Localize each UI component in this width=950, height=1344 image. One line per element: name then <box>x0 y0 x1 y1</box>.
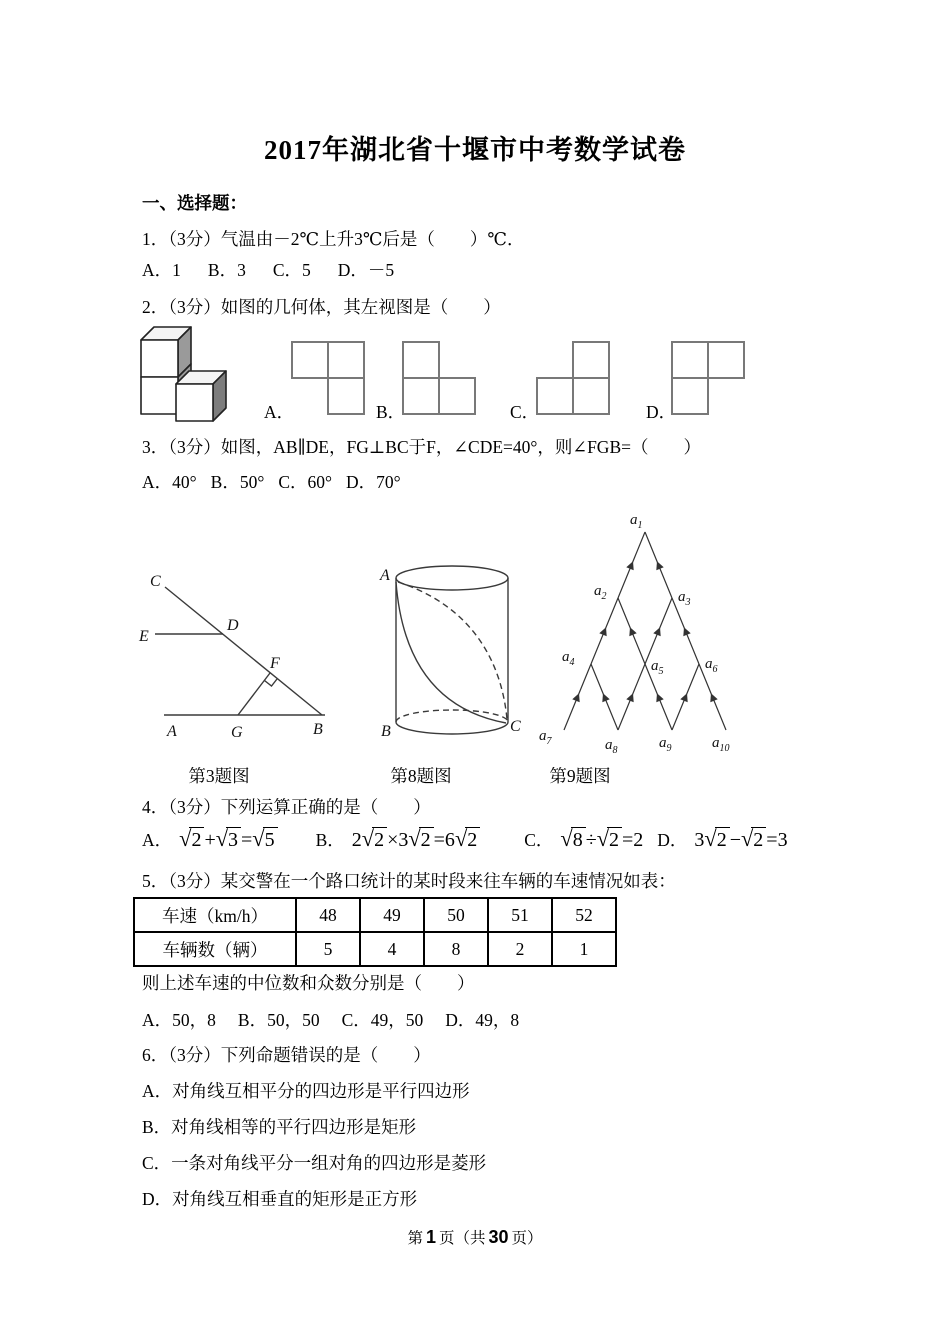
table-cell: 8 <box>424 932 488 966</box>
q3-fig-label-a: A <box>167 723 177 740</box>
q2-option-a-figure <box>290 340 368 418</box>
caption-fig9: 第9题图 <box>549 766 611 786</box>
q2-option-b-figure <box>401 340 479 418</box>
q6-option-b: B．对角线相等的平行四边形是矩形 <box>142 1117 417 1137</box>
q6-option-d: D．对角线互相垂直的矩形是正方形 <box>142 1189 418 1209</box>
table-header-count: 车辆数（辆） <box>134 932 296 966</box>
q8-figure-cylinder <box>396 566 508 734</box>
q1-option-a: A．1 <box>142 260 181 280</box>
table-row-count <box>134 932 616 966</box>
q2-option-b-label: B． <box>376 402 406 422</box>
table-cell: 4 <box>360 932 424 966</box>
section-heading: 一、选择题： <box>142 193 247 213</box>
footer-text: 页（共 <box>438 1230 486 1247</box>
q4-option-a: A． √2 + √3 = √5 <box>142 826 278 852</box>
q9-label-a1: $a_1$ <box>630 512 643 531</box>
q8-fig-label-a: A <box>380 567 390 584</box>
q3-option-a: A．40° <box>142 472 197 492</box>
q6-option-a: A．对角线互相平分的四边形是平行四边形 <box>142 1081 470 1101</box>
q1-option-d: D．－5 <box>337 260 395 280</box>
q3-fig-label-d: D <box>227 617 239 634</box>
table-cell: 48 <box>296 898 360 932</box>
q4-options <box>142 826 788 852</box>
q2-solid-figure <box>133 320 239 426</box>
q4-option-d: D． 3 √2 − √2 =3 <box>657 826 788 851</box>
q4-option-c: C． √8 ÷ √2 =2 <box>524 826 644 851</box>
q6-option-c: C．一条对角线平分一组对角的四边形是菱形 <box>142 1153 487 1173</box>
q3-option-c: C．60° <box>278 472 332 492</box>
footer-total-pages: 30 <box>488 1227 509 1247</box>
figures-row <box>0 500 950 758</box>
q3-fig-label-c: C <box>150 573 161 590</box>
q5-options <box>142 1010 519 1032</box>
q2-stem: 2．（3分）如图的几何体，其左视图是（ ） <box>142 297 501 317</box>
q2-option-c-label: C． <box>510 402 540 422</box>
q9-label-a8: $a_8$ <box>605 737 618 756</box>
q3-figure <box>155 587 325 715</box>
table-header-speed: 车速（km/h） <box>134 898 296 932</box>
q9-label-a2: $a_2$ <box>594 583 607 602</box>
table-cell: 2 <box>488 932 552 966</box>
table-cell: 50 <box>424 898 488 932</box>
q3-option-b: B．50° <box>210 472 265 492</box>
table-cell: 51 <box>488 898 552 932</box>
q3-options <box>142 472 401 494</box>
q1-stem: 1．（3分）气温由－2℃上升3℃后是（ ）℃． <box>142 229 525 249</box>
q4-stem: 4．（3分）下列运算正确的是（ ） <box>142 797 431 817</box>
q3-stem: 3．（3分）如图，AB∥DE，FG⊥BC于F，∠CDE=40°，则∠FGB=（ ） <box>142 437 701 457</box>
q1-option-c: C．5 <box>272 260 311 280</box>
page-title: 2017年湖北省十堰市中考数学试卷 <box>264 135 686 165</box>
page-footer <box>0 1226 950 1248</box>
q9-label-a4: $a_4$ <box>562 649 575 668</box>
q9-label-a9: $a_9$ <box>659 735 672 754</box>
q5-stem2: 则上述车速的中位数和众数分别是（ ） <box>142 973 475 993</box>
q2-option-d-label: D． <box>646 402 677 422</box>
q3-fig-label-f: F <box>270 655 280 672</box>
footer-text: 第 <box>407 1230 423 1247</box>
q3-fig-label-g: G <box>231 724 243 741</box>
q1-options <box>142 260 394 282</box>
q3-fig-label-b: B <box>313 721 323 738</box>
q9-label-a3: $a_3$ <box>678 589 691 608</box>
cube-stack <box>141 327 226 421</box>
q5-option-b: B．50，50 <box>237 1010 320 1030</box>
q5-option-d: D．49，8 <box>445 1010 520 1030</box>
q9-label-a6: $a_6$ <box>705 656 718 675</box>
table-cell: 52 <box>552 898 616 932</box>
footer-text: 页） <box>511 1230 543 1247</box>
q5-option-c: C．49，50 <box>341 1010 424 1030</box>
q1-option-b: B．3 <box>207 260 246 280</box>
q5-stem: 5．（3分）某交警在一个路口统计的某时段来往车辆的车速情况如表： <box>142 871 676 891</box>
q2-option-d-figure <box>670 340 748 418</box>
q2-option-c-figure <box>535 340 613 418</box>
q9-label-a7: $a_7$ <box>539 728 552 747</box>
q9-label-a10: $a_{10}$ <box>712 735 730 754</box>
q6-stem: 6．（3分）下列命题错误的是（ ） <box>142 1045 431 1065</box>
q9-figure-lattice <box>564 532 726 730</box>
q5-table <box>133 897 617 967</box>
table-cell: 5 <box>296 932 360 966</box>
q8-fig-label-b: B <box>381 723 391 740</box>
q8-fig-label-c: C <box>510 718 521 735</box>
table-row-speed <box>134 898 616 932</box>
q9-label-a5: $a_5$ <box>651 658 664 677</box>
footer-page-number: 1 <box>425 1227 436 1247</box>
q2-option-a-label: A． <box>264 402 295 422</box>
caption-fig8: 第8题图 <box>390 766 452 786</box>
q3-fig-label-e: E <box>139 628 149 645</box>
table-cell: 49 <box>360 898 424 932</box>
q5-option-a: A．50，8 <box>142 1010 216 1030</box>
q4-option-b: B． 2 √2 ×3 √2 =6 √2 <box>316 826 481 852</box>
caption-fig3: 第3题图 <box>188 766 250 786</box>
q3-option-d: D．70° <box>345 472 401 492</box>
table-cell: 1 <box>552 932 616 966</box>
